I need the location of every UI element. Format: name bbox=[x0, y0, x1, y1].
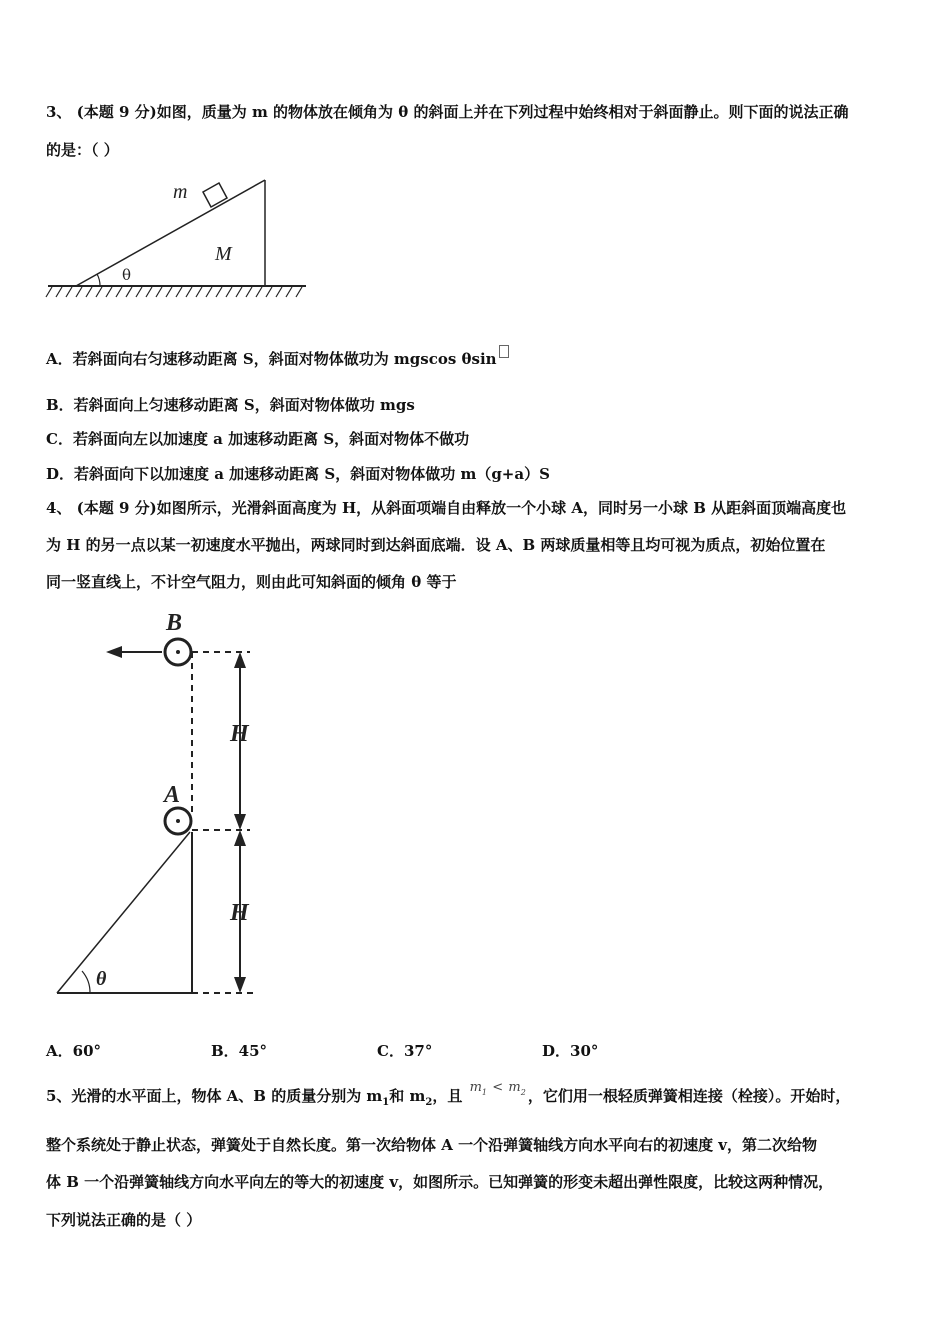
q4-option-a: A．60° bbox=[46, 1042, 102, 1060]
q5-stem-line4: 下列说法正确的是（ ） bbox=[46, 1211, 202, 1229]
q4-stem-line3: 同一竖直线上，不计空气阻力，则由此可知斜面的倾角 θ 等于 bbox=[46, 573, 457, 591]
q3-option-b: B．若斜面向上匀速移动距离 S，斜面对物体做功 mgs bbox=[46, 396, 415, 414]
q4-option-c: C．37° bbox=[377, 1042, 433, 1060]
q4-projectile-figure bbox=[40, 600, 280, 1005]
q3-option-d: D．若斜面向下以加速度 a 加速移动距离 S，斜面对物体做功 m（g+a）S bbox=[46, 465, 550, 483]
q3-label-theta: θ bbox=[122, 266, 132, 284]
q5-stem-line3: 体 B 一个沿弹簧轴线方向水平向左的等大的初速度 v，如图所示。已知弹簧的形变未超出弹性限度，比较这两种情况， bbox=[46, 1173, 834, 1191]
q5-stem-line2: 整个系统处于静止状态，弹簧处于自然长度。第一次给物体 A 一个沿弹簧轴线方向水平向右的初速度 v，第二次给物 bbox=[46, 1136, 818, 1154]
q4-label-h-lower: H bbox=[230, 900, 249, 926]
q3-option-a bbox=[46, 345, 509, 369]
q5-line1-post: ，它们用一根轻质弹簧相连接（栓接）。开始时， bbox=[527, 1087, 851, 1105]
q4-option-b: B．45° bbox=[211, 1042, 268, 1060]
q3-option-a-text: A．若斜面向右匀速移动距离 S，斜面对物体做功为 mgscos θsin bbox=[46, 350, 497, 368]
q5-ineq-m2: m bbox=[508, 1080, 521, 1095]
q4-label-b: B bbox=[166, 610, 183, 636]
q5-sub2: 2 bbox=[425, 1097, 433, 1108]
q3-incline-figure bbox=[40, 170, 320, 305]
q5-inequality: $m_1 < m_2$ bbox=[469, 1080, 526, 1097]
q3-stem-line1: 3、 (本题 9 分)如图，质量为 m 的物体放在倾角为 θ 的斜面上并在下列过程中始终相对于斜面静止。则下面的说法正确 bbox=[46, 103, 849, 121]
q5-stem-line1 bbox=[46, 1080, 851, 1113]
q3-label-M: M bbox=[215, 243, 232, 265]
q4-label-h-upper: H bbox=[230, 721, 249, 747]
q4-stem-line1: 4、 (本题 9 分)如图所示，光滑斜面高度为 H，从斜面项端自由释放一个小球 A，同时另一小球 B 从距斜面顶端高度也 bbox=[46, 499, 847, 517]
q5-line1-pre: 5、光滑的水平面上，物体 A、B 的质量分别为 m bbox=[46, 1087, 383, 1105]
q4-label-a: A bbox=[164, 782, 181, 808]
q5-ineq-lt: < bbox=[492, 1080, 504, 1095]
q5-line1-mid: 和 m bbox=[389, 1087, 426, 1105]
q3-label-m: m bbox=[173, 181, 188, 203]
q4-stem-line2: 为 H 的另一点以某一初速度水平抛出，两球同时到达斜面底端．设 A、B 两球质量相等且均可视为质点，初始位置在 bbox=[46, 536, 826, 554]
q3-stem-line2: 的是：（ ） bbox=[46, 141, 119, 159]
missing-glyph-box bbox=[499, 345, 509, 358]
q5-line1-mid2: ，且 bbox=[432, 1087, 463, 1105]
q5-sub1: 1 bbox=[382, 1097, 390, 1108]
q3-option-c: C．若斜面向左以加速度 a 加速移动距离 S，斜面对物体不做功 bbox=[46, 430, 470, 448]
q4-label-theta: θ bbox=[96, 968, 107, 990]
q4-option-d: D．30° bbox=[542, 1042, 599, 1060]
q5-ineq-m1: m bbox=[469, 1080, 482, 1095]
